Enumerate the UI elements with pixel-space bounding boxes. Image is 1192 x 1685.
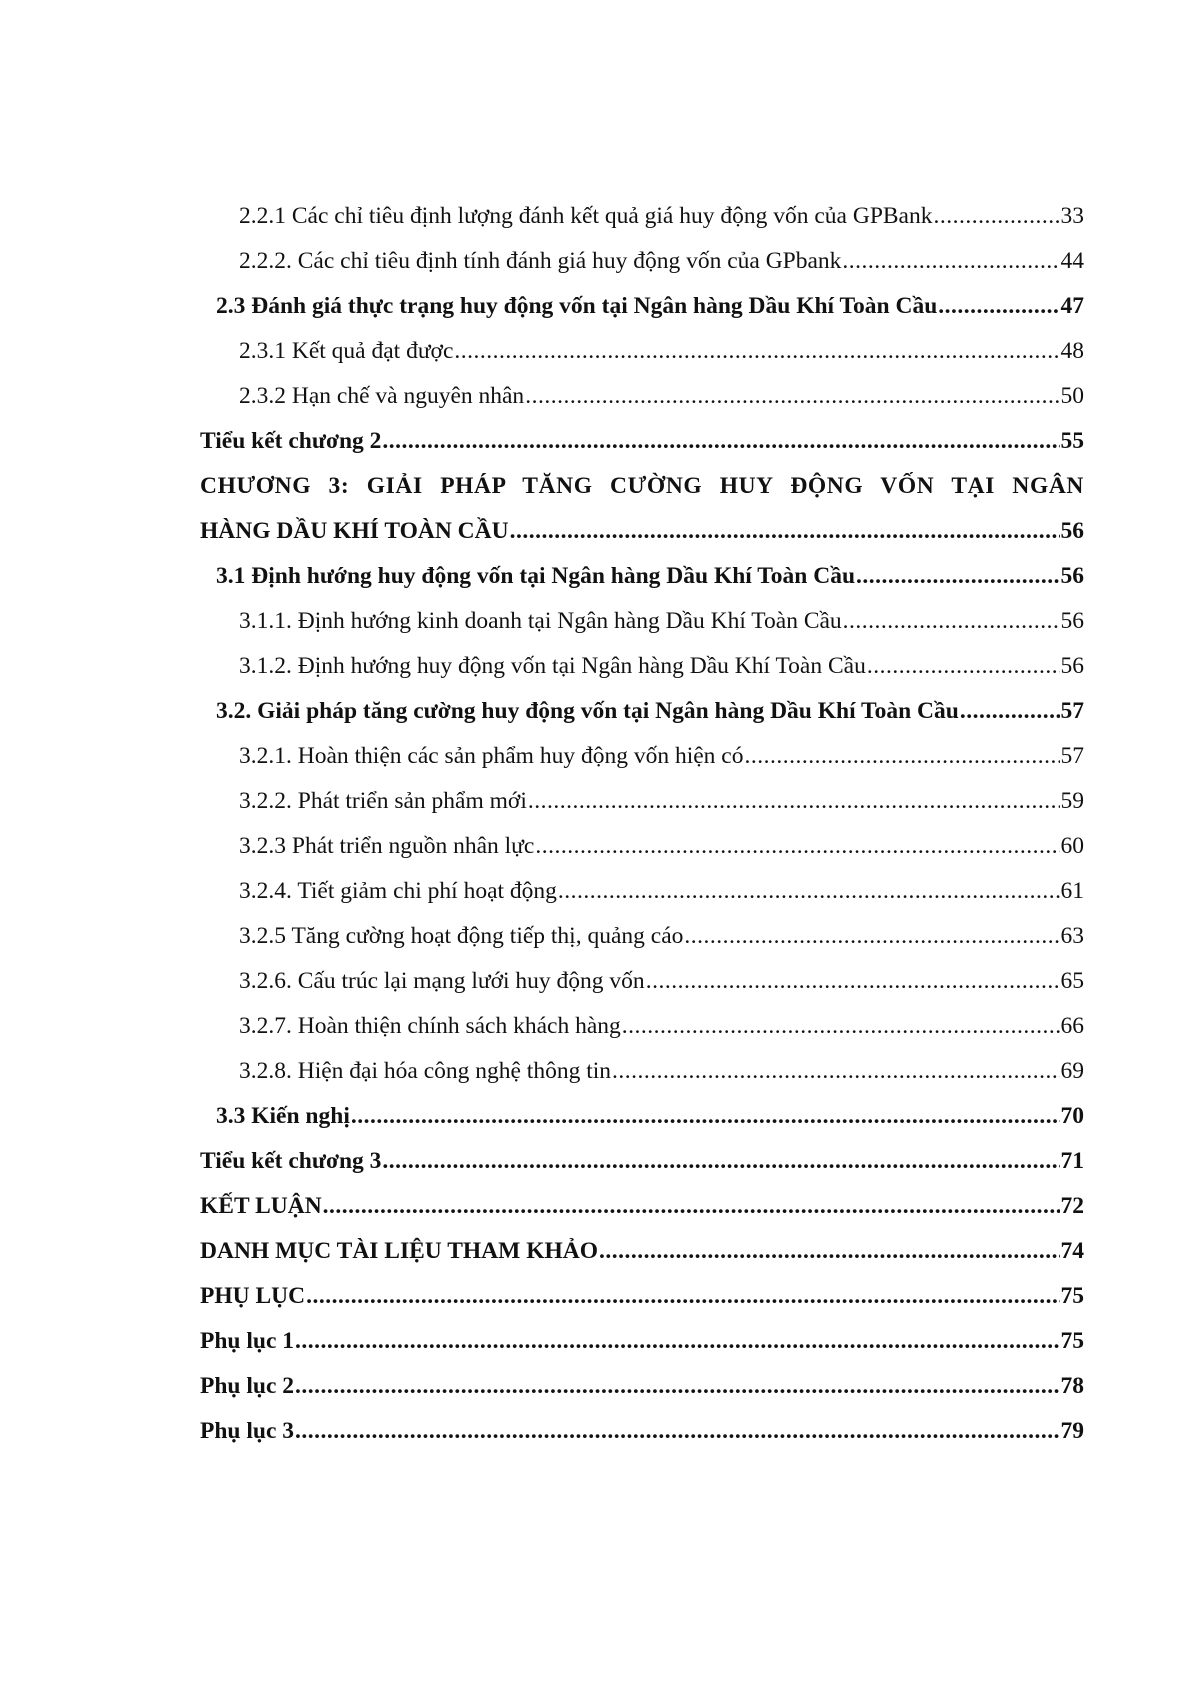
toc-entry-page: 33: [1060, 203, 1084, 229]
toc-entry-page: 79: [1060, 1418, 1084, 1444]
toc-entry-page: 57: [1060, 743, 1084, 769]
toc-entry[interactable]: [200, 1184, 1084, 1229]
toc-entry-page: 56: [1060, 653, 1084, 679]
toc-leader-dots: [938, 284, 1059, 329]
toc-leader-dots: [525, 374, 1059, 419]
toc-entry[interactable]: [200, 1319, 1084, 1364]
toc-entry-title: 2.3 Đánh giá thực trạng huy động vốn tại Ngân hàng Dầu Khí Toàn Cầu: [216, 293, 938, 319]
toc-entry[interactable]: [200, 1274, 1084, 1319]
toc-leader-dots: [295, 1409, 1059, 1454]
toc-leader-dots: [323, 1184, 1060, 1229]
toc-entry-title: 3.2.4. Tiết giảm chi phí hoạt động: [239, 878, 557, 904]
toc-leader-dots: [599, 1229, 1059, 1274]
toc-leader-dots: [934, 194, 1060, 239]
toc-entry-title: HÀNG DẦU KHÍ TOÀN CẦU: [200, 518, 509, 544]
toc-entry-title: DANH MỤC TÀI LIỆU THAM KHẢO: [200, 1238, 599, 1264]
toc-entry-page: 63: [1060, 923, 1084, 949]
toc-entry-title: 3.2.1. Hoàn thiện các sản phẩm huy động vốn hiện có: [239, 743, 744, 769]
toc-entry-page: 78: [1060, 1373, 1084, 1399]
toc-entry[interactable]: [200, 509, 1084, 554]
toc-leader-dots: [382, 1139, 1059, 1184]
toc-leader-dots: [960, 689, 1060, 734]
toc-entry-page: 50: [1060, 383, 1084, 409]
toc-entry-title: Phụ lục 1: [200, 1328, 295, 1354]
toc-leader-dots: [510, 509, 1060, 554]
toc-entry-page: 72: [1060, 1193, 1084, 1219]
toc-leader-dots: [842, 239, 1059, 284]
toc-entry-title: 2.2.1 Các chỉ tiêu định lượng đánh kết quả giá huy động vốn của GPBank: [239, 203, 933, 229]
toc-entry[interactable]: [200, 194, 1084, 239]
toc-leader-dots: [843, 599, 1060, 644]
toc-entry-page: 69: [1060, 1058, 1084, 1084]
toc-leader-dots: [558, 869, 1060, 914]
toc-entry-title: 3.2.6. Cấu trúc lại mạng lưới huy động vốn: [239, 968, 645, 994]
toc-entry[interactable]: [200, 869, 1084, 914]
toc-entry-title: Tiểu kết chương 2: [200, 428, 382, 454]
toc-entry-title: 3.2. Giải pháp tăng cường huy động vốn tại Ngân hàng Dầu Khí Toàn Cầu: [216, 698, 959, 724]
toc-leader-dots: [351, 1094, 1060, 1139]
toc-entry[interactable]: [200, 284, 1084, 329]
toc-entry[interactable]: [200, 1229, 1084, 1274]
toc-entry-title: 3.2.5 Tăng cường hoạt động tiếp thị, quảng cáo: [239, 923, 684, 949]
toc-entry-page: 47: [1060, 293, 1084, 319]
toc-entry[interactable]: [200, 1094, 1084, 1139]
toc-entry[interactable]: [200, 1139, 1084, 1184]
toc-chapter-heading[interactable]: CHƯƠNG 3: GIẢI PHÁP TĂNG CƯỜNG HUY ĐỘNG VỐN TẠI NGÂN: [200, 473, 1084, 499]
toc-entry[interactable]: [200, 374, 1084, 419]
toc-entry[interactable]: [200, 914, 1084, 959]
toc-entry[interactable]: [200, 824, 1084, 869]
toc-entry[interactable]: [200, 689, 1084, 734]
toc-entry-title: 3.2.8. Hiện đại hóa công nghệ thông tin: [239, 1058, 612, 1084]
toc-entry-page: 75: [1060, 1328, 1084, 1354]
toc-entry-page: 66: [1060, 1013, 1084, 1039]
toc-entry-title: PHỤ LỤC: [200, 1283, 306, 1309]
toc-entry-title: 3.2.2. Phát triển sản phẩm mới: [239, 788, 527, 814]
toc-entry-title: 3.2.3 Phát triển nguồn nhân lực: [239, 833, 535, 859]
toc-entry-title: 3.2.7. Hoàn thiện chính sách khách hàng: [239, 1013, 621, 1039]
toc-entry-title: Tiểu kết chương 3: [200, 1148, 382, 1174]
toc-entry-page: 74: [1060, 1238, 1084, 1264]
toc-entry-page: 44: [1060, 248, 1084, 274]
toc-entry-title: 3.1 Định hướng huy động vốn tại Ngân hàng Dầu Khí Toàn Cầu: [216, 563, 856, 589]
toc-leader-dots: [454, 329, 1059, 374]
toc-entry[interactable]: [200, 329, 1084, 374]
toc-entry[interactable]: [200, 1004, 1084, 1049]
toc-entry[interactable]: [200, 1049, 1084, 1094]
toc-entry-page: 57: [1060, 698, 1084, 724]
toc-entry-title: 3.1.1. Định hướng kinh doanh tại Ngân hàng Dầu Khí Toàn Cầu: [239, 608, 842, 634]
toc-entry-page: 71: [1060, 1148, 1084, 1174]
toc-leader-dots: [646, 959, 1060, 1004]
toc-entry-page: 65: [1060, 968, 1084, 994]
toc-entry[interactable]: [200, 239, 1084, 284]
toc-entry-page: 48: [1060, 338, 1084, 364]
toc-leader-dots: [535, 824, 1059, 869]
toc-leader-dots: [528, 779, 1060, 824]
toc-entry-page: 55: [1060, 428, 1084, 454]
toc-entry-page: 59: [1060, 788, 1084, 814]
toc-entry-page: 61: [1060, 878, 1084, 904]
toc-entry[interactable]: [200, 1409, 1084, 1454]
toc-entry-title: 2.3.1 Kết quả đạt được: [239, 338, 454, 364]
toc-leader-dots: [867, 644, 1060, 689]
toc-leader-dots: [306, 1274, 1059, 1319]
toc-entry-page: 75: [1060, 1283, 1084, 1309]
toc-leader-dots: [744, 734, 1059, 779]
toc-entry-page: 56: [1060, 518, 1084, 544]
toc-entry-title: Phụ lục 3: [200, 1418, 295, 1444]
toc-leader-dots: [295, 1319, 1059, 1364]
toc-leader-dots: [382, 419, 1059, 464]
toc-entry-title: Phụ lục 2: [200, 1373, 295, 1399]
toc-entry-page: 70: [1060, 1103, 1084, 1129]
toc-entry[interactable]: [200, 779, 1084, 824]
toc-entry-title: 3.3 Kiến nghị: [216, 1103, 350, 1129]
toc-entry-page: 56: [1060, 563, 1084, 589]
toc-entry-title: KẾT LUẬN: [200, 1193, 322, 1219]
toc-entry-title: 2.3.2 Hạn chế và nguyên nhân: [239, 383, 525, 409]
table-of-contents: [200, 194, 1084, 1454]
toc-entry-title: 3.1.2. Định hướng huy động vốn tại Ngân hàng Dầu Khí Toàn Cầu: [239, 653, 866, 679]
toc-entry[interactable]: [200, 959, 1084, 1004]
toc-entry-page: 60: [1060, 833, 1084, 859]
toc-entry-title: 2.2.2. Các chỉ tiêu định tính đánh giá huy động vốn của GPbank: [239, 248, 842, 274]
toc-entry[interactable]: [200, 554, 1084, 599]
toc-leader-dots: [684, 914, 1059, 959]
toc-leader-dots: [622, 1004, 1060, 1049]
toc-entry-page: 56: [1060, 608, 1084, 634]
toc-leader-dots: [856, 554, 1059, 599]
toc-entry[interactable]: [200, 644, 1084, 689]
toc-entry[interactable]: [200, 734, 1084, 779]
toc-entry[interactable]: [200, 599, 1084, 644]
toc-leader-dots: [612, 1049, 1059, 1094]
toc-leader-dots: [295, 1364, 1059, 1409]
toc-entry[interactable]: [200, 1364, 1084, 1409]
toc-entry[interactable]: [200, 419, 1084, 464]
